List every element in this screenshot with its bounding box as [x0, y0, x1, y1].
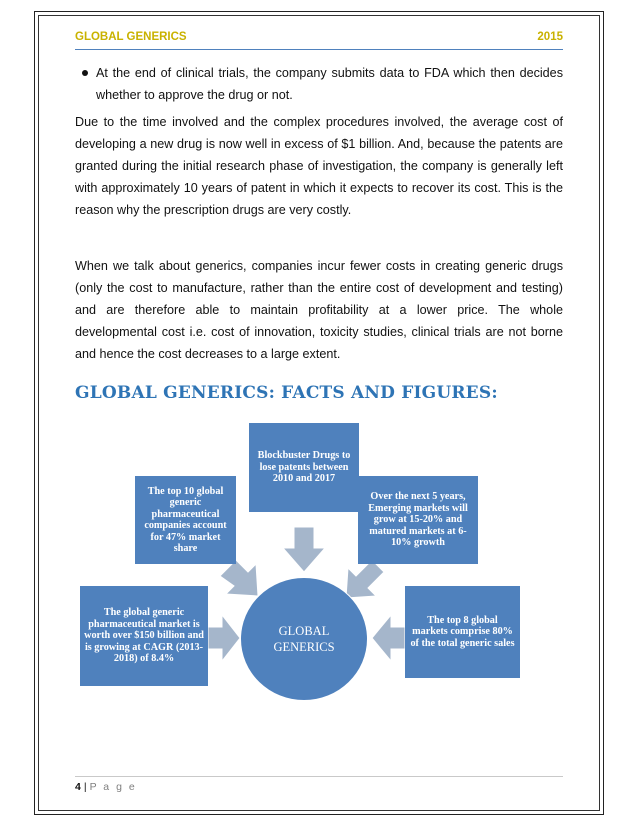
center-label-line2: GENERICS [273, 640, 335, 654]
bullet-text: At the end of clinical trials, the company submits data to FDA which then decides whether to approve the drug or not. [96, 66, 563, 102]
center-label-line1: GLOBAL [278, 624, 330, 638]
header-title: GLOBAL GENERICS [75, 31, 187, 43]
diagram-box-upper-left: The top 10 global generic pharmaceutical companies account for 47% market share [135, 476, 236, 564]
diagram-box-right: The top 8 global markets comprise 80% of the total generic sales [405, 586, 520, 678]
bullet-dot-icon [82, 70, 88, 76]
footer-separator: | [83, 781, 87, 793]
section-heading: GLOBAL GENERICS: FACTS AND FIGURES: [75, 383, 498, 403]
page-footer [75, 776, 563, 793]
diagram-box-left: The global generic pharmaceutical market is worth over $150 billion and is growing at CAGR (2013-2018) of 8.4% [80, 586, 208, 686]
bullet-item [96, 62, 563, 106]
paragraph-cost: Due to the time involved and the complex procedures involved, the average cost of developing a new drug is now well in excess of $1 billion. And, because the patents are granted during the initial research phase of investigation, the company is generally left with approximately 10 years of patent in which it expects to recover its cost. This is the reason why the prescription drugs are very costly. [75, 115, 563, 217]
header-year: 2015 [537, 31, 563, 43]
page-number: 4 [75, 781, 81, 793]
page-header [75, 31, 563, 50]
diagram-box-upper-right: Over the next 5 years, Emerging markets will grow at 15-20% and matured markets at 6-10% growth [358, 476, 478, 564]
diagram-center-circle [240, 577, 368, 701]
paragraph-generics: When we talk about generics, companies incur fewer costs in creating generic drugs (only the cost to manufacture, rather than the entire cost of development and testing) and are therefore able to maintain profitability at a lower price. The whole developmental cost i.e. cost of innovation, toxicity studies, clinical trials are not borne and hence the cost decreases to a large extent. [75, 259, 563, 361]
diagram-box-top: Blockbuster Drugs to lose patents between 2010 and 2017 [249, 423, 359, 512]
page-label: P a g e [89, 781, 137, 793]
